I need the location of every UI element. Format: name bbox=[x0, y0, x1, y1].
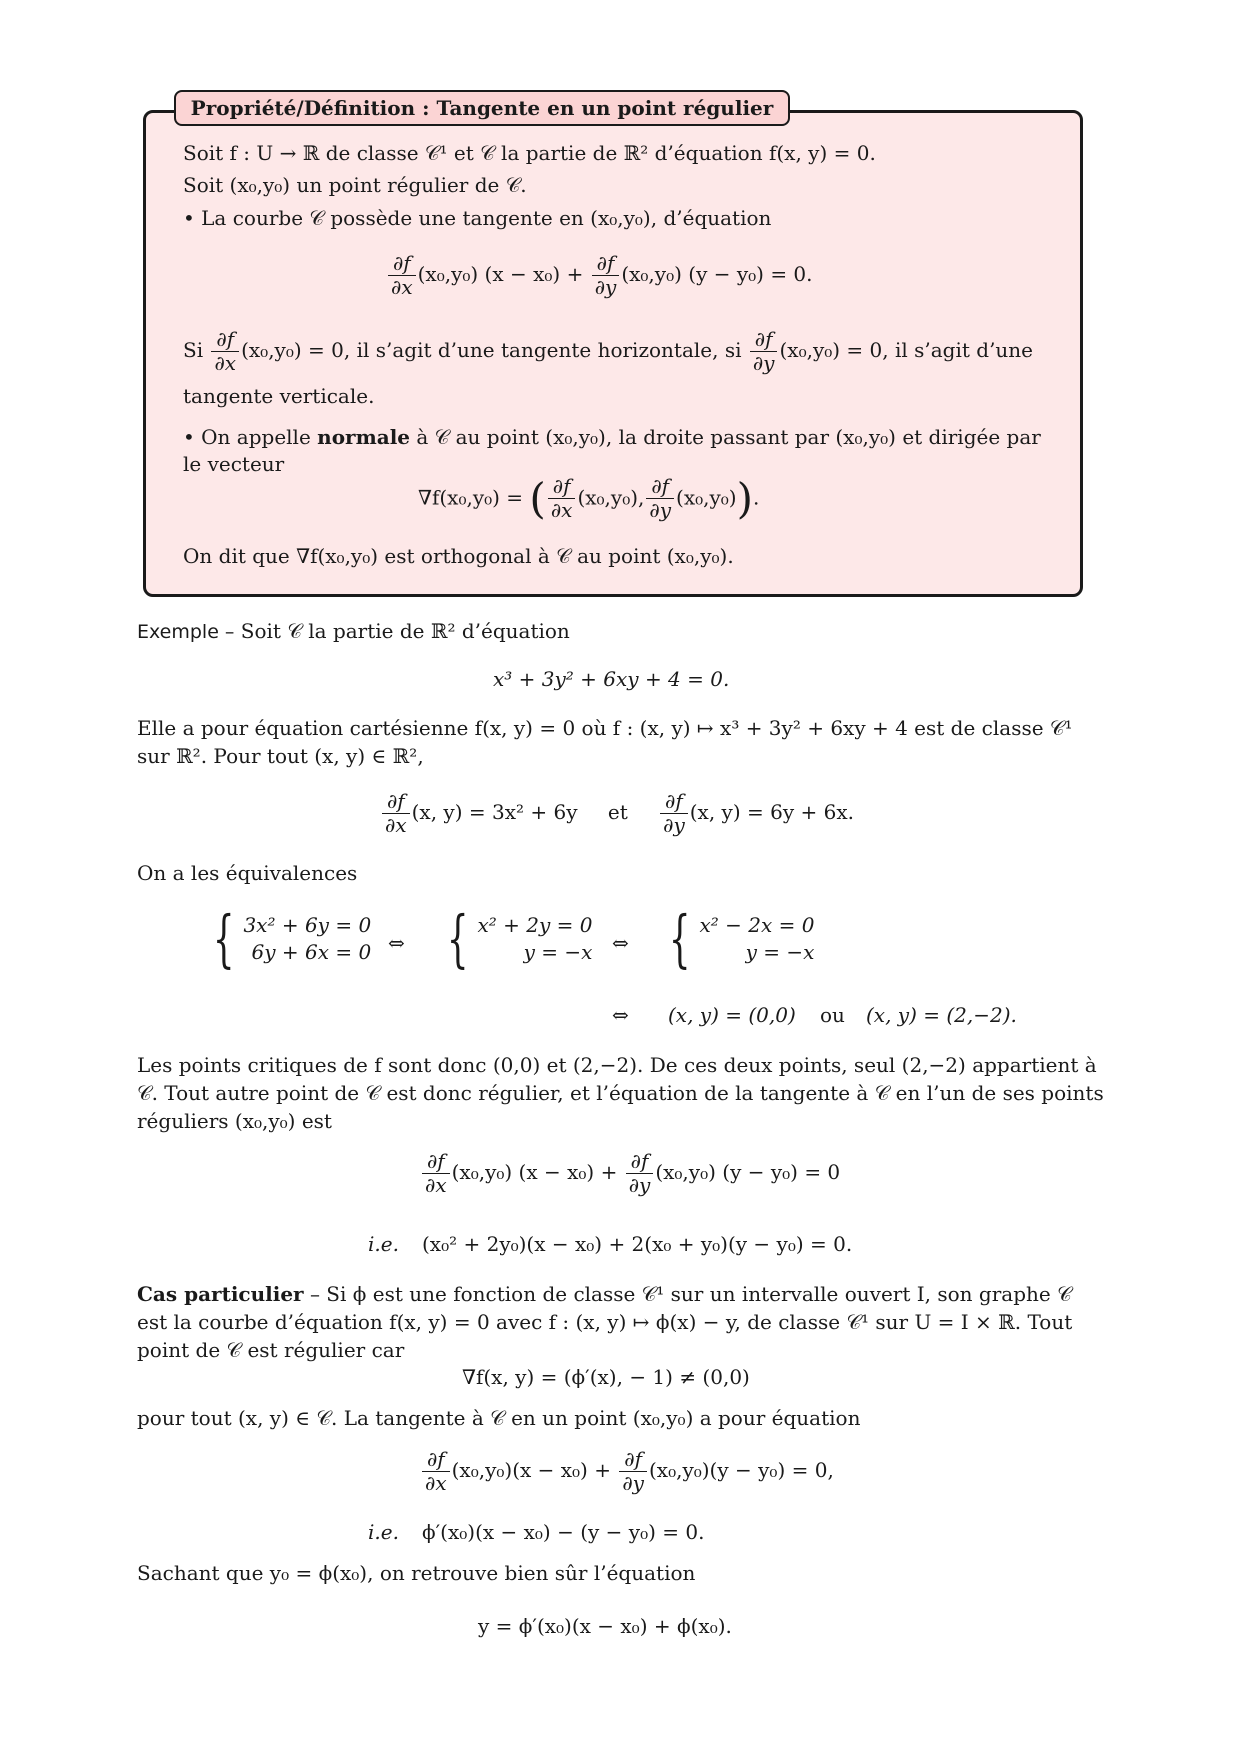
critical-line-2: 𝒞. Tout autre point de 𝒞 est donc régulier, et l’équation de la tangente à 𝒞 en l’un de ses points bbox=[137, 1081, 1104, 1105]
box-line-1: Soit f : U → ℝ de classe 𝒞¹ et 𝒞 la partie de ℝ² d’équation f(x, y) = 0. bbox=[183, 141, 876, 165]
special-line-5: Sachant que y₀ = ϕ(x₀), on retrouve bien sûr l’équation bbox=[137, 1561, 696, 1585]
special-tangent-ie: ϕ′(x₀)(x − x₀) − (y − y₀) = 0. bbox=[422, 1520, 705, 1544]
box-line-orthogonal: On dit que ∇f(x₀,y₀) est orthogonal à 𝒞 au point (x₀,y₀). bbox=[183, 544, 734, 568]
partials-equation: $\frac{\partial f}{\partial x}$ (x, y) = 3x² + 6y et $\frac{\partial f}{\partial y}$ (x, y) = 6y + 6x. bbox=[380, 790, 854, 837]
fraction: $\frac{\partial f}{\partial y}$ bbox=[592, 252, 620, 299]
ie-2: i.e. bbox=[368, 1520, 399, 1544]
system-1: { 3x² + 6y = 0 6y + 6x = 0 bbox=[212, 902, 372, 975]
special-line-4: pour tout (x, y) ∈ 𝒞. La tangente à 𝒞 en un point (x₀,y₀) a pour équation bbox=[137, 1406, 861, 1430]
horizontal-vertical-line: Si $\frac{\partial f}{\partial x}$ (x₀,y₀) = 0, il s’agit d’une tangente horizontale, si $\frac{\partial f}{\partial y}$ (x₀,y₀) = 0, il s’agit d’une bbox=[183, 327, 1034, 375]
box-line-vector: le vecteur bbox=[183, 452, 285, 476]
special-label: Cas particulier bbox=[137, 1282, 304, 1306]
ou-text: ou bbox=[820, 1003, 845, 1027]
iff-1: ⇔ bbox=[388, 931, 405, 955]
cartesian-line-2: sur ℝ². Pour tout (x, y) ∈ ℝ², bbox=[137, 744, 424, 768]
critical-line-1: Les points critiques de f sont donc (0,0) et (2,−2). De ces deux points, seul (2,−2) appartient à bbox=[137, 1053, 1097, 1077]
fraction: $\frac{\partial f}{\partial x}$ bbox=[388, 252, 416, 299]
special-line-3: point de 𝒞 est régulier car bbox=[137, 1338, 405, 1362]
example-intro: Exemple – Soit 𝒞 la partie de ℝ² d’équation bbox=[137, 619, 570, 643]
solution-2: (x, y) = (2,−2). bbox=[866, 1003, 1017, 1027]
box-line-2: Soit (x₀,y₀) un point régulier de 𝒞. bbox=[183, 173, 527, 197]
solution-1: (x, y) = (0,0) bbox=[668, 1003, 796, 1027]
normal-line: • On appelle normale à 𝒞 au point (x₀,y₀), la droite passant par (x₀,y₀) et dirigée par bbox=[183, 425, 1041, 449]
box-line-vertical: tangente verticale. bbox=[183, 384, 375, 408]
example-equation: x³ + 3y² + 6xy + 4 = 0. bbox=[493, 667, 730, 691]
special-line-2: est la courbe d’équation f(x, y) = 0 avec f : (x, y) ↦ ϕ(x) − y, de classe 𝒞¹ sur U = I × ℝ. Tout bbox=[137, 1310, 1073, 1334]
special-tangent-equation: $\frac{\partial f}{\partial x}$ (x₀,y₀)(x − x₀) + $\frac{\partial f}{\partial y}$ (x₀,y₀)(y − y₀) = 0, bbox=[420, 1448, 834, 1495]
cartesian-line-1: Elle a pour équation cartésienne f(x, y) = 0 où f : (x, y) ↦ x³ + 3y² + 6xy + 4 est de classe 𝒞¹ bbox=[137, 716, 1073, 740]
special-gradient: ∇f(x, y) = (ϕ′(x), − 1) ≠ (0,0) bbox=[462, 1365, 750, 1389]
example-tangent-ie: (x₀² + 2y₀)(x − x₀) + 2(x₀ + y₀)(y − y₀) = 0. bbox=[422, 1232, 853, 1256]
tangent-equation: $\frac{\partial f}{\partial x}$ (x₀,y₀) (x − x₀) + $\frac{\partial f}{\partial y}$ (x₀,y₀) (y − y₀) = 0. bbox=[386, 252, 813, 299]
iff-2: ⇔ bbox=[612, 931, 629, 955]
gradient-equation: ∇f(x₀,y₀) = ( $\frac{\partial f}{\partial x}$ (x₀,y₀), $\frac{\partial f}{\partial y}$ (x₀,y₀)). bbox=[418, 474, 760, 523]
iff-3: ⇔ bbox=[612, 1003, 629, 1027]
example-label: Exemple – bbox=[137, 621, 235, 643]
definition-title: Propriété/Définition : Tangente en un point régulier bbox=[174, 90, 790, 126]
critical-line-3: réguliers (x₀,y₀) est bbox=[137, 1109, 332, 1133]
normale-term: normale bbox=[317, 425, 411, 449]
final-equation: y = ϕ′(x₀)(x − x₀) + ϕ(x₀). bbox=[478, 1614, 732, 1638]
special-line-1: Cas particulier – Si ϕ est une fonction de classe 𝒞¹ sur un intervalle ouvert I, son graphe 𝒞 bbox=[137, 1282, 1072, 1306]
box-line-3: • La courbe 𝒞 possède une tangente en (x₀,y₀), d’équation bbox=[183, 206, 772, 230]
system-3: { x² − 2x = 0 y = −x bbox=[668, 902, 815, 975]
ie-1: i.e. bbox=[368, 1232, 399, 1256]
example-tangent-equation: $\frac{\partial f}{\partial x}$ (x₀,y₀) (x − x₀) + $\frac{\partial f}{\partial y}$ (x₀,y₀) (y − y₀) = 0 bbox=[420, 1150, 840, 1197]
equivalences-intro: On a les équivalences bbox=[137, 861, 358, 885]
system-2: { x² + 2y = 0 y = −x bbox=[446, 902, 593, 975]
